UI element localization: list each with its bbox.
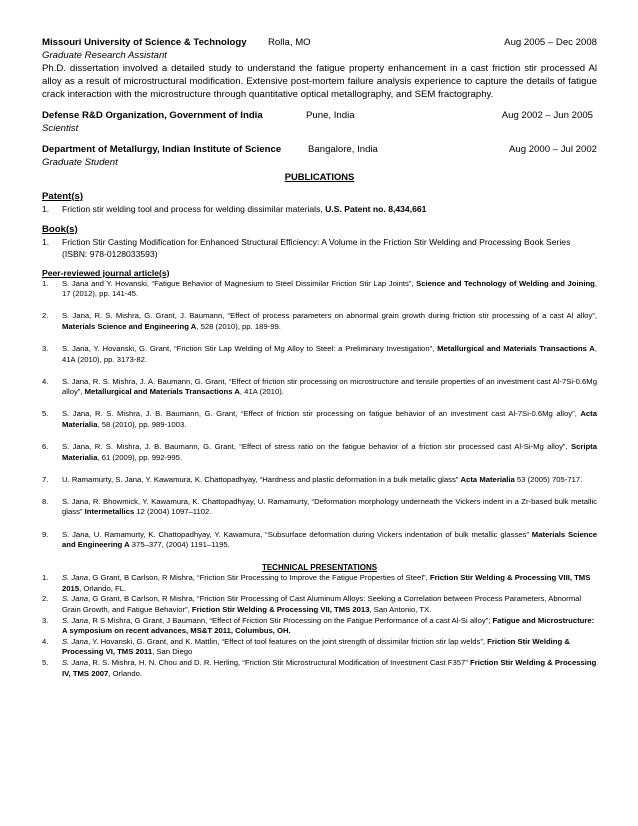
presentation-item: 3. S. Jana, R S Mishra, G Grant, J Baumann, “Effect of Friction Stir Processing on the Fatigue Performance of a cast Al-Si alloy”; Fatigue and Microstructure: A symposium on recent advances, MS&T 2011, Columbus, OH. bbox=[42, 615, 595, 636]
article-item: 9. S. Jana, U. Ramamurty, K. Chattopadhyay, Y. Kawamura, “Subsurface deformation during Vickers indentation of bulk metallic glasses” Materials Science and Engineering A 375–377, (2004) 1191–1195. bbox=[42, 529, 598, 550]
journal-name: Scripta Materialia bbox=[62, 442, 597, 462]
presentation-item: 1. S. Jana, G Grant, B Carlson, R Mishra, “Friction Stir Processing to Improve the Fatigue Properties of Steel”, Friction Stir Welding & Processing VIII, TMS 2015, Orlando, FL. bbox=[42, 573, 591, 593]
presentation-item: 4. S. Jana, Y. Hovanski, G. Grant, and K. Mattlin, “Effect of tool features on the joint strength of dissimilar friction stir lap welds”, Friction Stir Welding & Processing VI, TMS 2011, San Diego bbox=[42, 636, 570, 657]
employer-name: Defense R&D Organization, Government of India bbox=[42, 110, 263, 121]
job-title: Scientist bbox=[42, 123, 79, 134]
employment-dates: Aug 2002 – Jun 2005 bbox=[501, 110, 593, 121]
article-item: 7. U. Ramamurty, S. Jana, Y. Kawamura, K. Chattopadhyay, “Hardness and plastic deformation in a bulk metallic glass” Acta Materialia 53 (2005) 705-717. bbox=[42, 474, 583, 484]
journal-name: Acta Materialia bbox=[62, 409, 597, 429]
venue-name: Friction Stir Welding & Processing IV, TMS 2007 bbox=[62, 657, 597, 678]
venue-name: Friction Stir Welding & Processing VIII, TMS 2015 bbox=[62, 573, 591, 593]
venue-name: Friction Stir Welding & Processing VI, TMS 2011 bbox=[62, 636, 570, 657]
articles-list bbox=[42, 279, 597, 551]
journal-name: Materials Science and Engineering A bbox=[62, 321, 197, 331]
journal-name: Intermetallics bbox=[84, 507, 135, 517]
article-item: 6. S. Jana, R. S. Mishra, J. B. Baumann, G. Grant, “Effect of stress ratio on the fatigue behavior of a friction stir processed cast Al-Si-Mg alloy”, Scripta Materialia, 61 (2009), pp. 992-995. bbox=[42, 442, 597, 462]
publications-heading: PUBLICATIONS bbox=[284, 171, 355, 182]
article-item: 3. S. Jana, Y. Hovanski, G. Grant, “Friction Stir Lap Welding of Mg Alloy to Steel: a Preliminary Investigation”, Metallurgical and Materials Transactions A, 41A (2010), pp. 3173-82. bbox=[42, 343, 597, 364]
article-item: 1. S. Jana and Y. Hovanski, “Fatigue Behavior of Magnesium to Steel Dissimilar Friction Stir Lap Joints”, Science and Technology of Welding and Joining, 17 (2012), pp. 141-45. bbox=[42, 278, 597, 299]
venue-name: Friction Stir Welding & Processing VII, TMS 2013 bbox=[191, 604, 370, 614]
experience-entry-2 bbox=[42, 109, 597, 135]
presentations-list bbox=[42, 573, 597, 679]
presentations-heading: TECHNICAL PRESENTATIONS bbox=[261, 563, 378, 573]
article-item: 8. S. Jana, R. Bhowmick, Y. Kawamura, K. Chattopadhyay, U. Ramamurty, “Deformation morphology underneath the Vickers indent in a Zr-based bulk metallic glass” Intermetallics 12 (2004) 1097–1102. bbox=[42, 496, 597, 517]
article-item: 4. S. Jana, R. S. Mishra, J. A. Baumann, G. Grant, “Effect of friction stir processing on microstructure and tensile properties of an investment cast Al-7Si-0.6Mg alloy”, Metallurgical and Materials Transactions A, 41A (2010). bbox=[42, 376, 597, 397]
job-title: Graduate Research Assistant bbox=[42, 50, 167, 61]
patents-heading: Patent(s) bbox=[42, 190, 84, 202]
journal-name: Metallurgical and Materials Transactions A bbox=[437, 343, 595, 353]
list-item: 1. Friction Stir Casting Modification for Enhanced Structural Efficiency: A Volume in the Friction Stir Welding and Processing Book Series (ISBN: 978-0128033593) bbox=[42, 236, 571, 259]
resume-page bbox=[42, 36, 597, 679]
employer-name: Department of Metallurgy, Indian Institute of Science bbox=[42, 144, 282, 155]
employer-location: Rolla, MO bbox=[268, 37, 311, 48]
articles-heading: Peer-reviewed journal article(s) bbox=[42, 267, 170, 278]
employer-location: Bangalore, India bbox=[308, 144, 378, 155]
experience-entry-3 bbox=[42, 143, 597, 169]
experience-entry-1 bbox=[42, 36, 597, 101]
job-title: Graduate Student bbox=[42, 157, 118, 168]
journal-name: Metallurgical and Materials Transactions A bbox=[84, 387, 240, 397]
venue-name: Fatigue and Microstructure: A symposium on recent advances, MS&T 2011, Columbus, OH. bbox=[62, 615, 595, 636]
list-item: 1. Friction stir welding tool and process for welding dissimilar materials, U.S. Patent no. 8,434,661 bbox=[42, 203, 427, 214]
job-description: Ph.D. dissertation involved a detailed study to understand the fatigue property enhancement in a cast friction stir processed Al alloy as a result of microstructural modification. Extensive post-mortem failure analysis experience to capture the details of fatigue crack interaction with the microstructure through quantitative optical metallography, and SEM fractography. bbox=[42, 63, 597, 100]
journal-name: Materials Science and Engineering A bbox=[62, 529, 598, 550]
article-item: 2. S. Jana, R. S. Mishra, G. Grant, J. Baumann, “Effect of process parameters on abnormal grain growth during friction stir processing of a cast Al alloy”, Materials Science and Engineering A, 528 (2010), pp. 189-99. bbox=[42, 311, 597, 331]
journal-name: Science and Technology of Welding and Joining bbox=[416, 278, 595, 288]
employment-dates: Aug 2000 – Jul 2002 bbox=[508, 144, 597, 155]
employer-name: Missouri University of Science & Technology bbox=[42, 37, 247, 48]
presentation-item: 2. S. Jana, G Grant, B Carlson, R Mishra, “Friction Stir Processing of Cast Aluminum Alloys: Seeking a Correlation between Process Parameters, Abnormal Grain Growth, and Fatigue Behavior”, Friction Stir Welding & Processing VII, TMS 2013, San Antonio, TX. bbox=[42, 594, 582, 614]
article-item: 5. S. Jana, R. S. Mishra, J. B. Baumann, G. Grant, “Effect of friction stir processing on fatigue behavior of an investment cast Al-7Si-0.6Mg alloy”, Acta Materialia, 58 (2010), pp. 989-1003. bbox=[42, 409, 597, 429]
presentation-item: 5. S. Jana, R. S. Mishra, H. N. Chou and D. R. Herling, “Friction Stir Microstructural Modification of Investment Cast F357” Friction Stir Welding & Processing IV, TMS 2007, Orlando. bbox=[42, 657, 597, 678]
books-heading: Book(s) bbox=[42, 223, 78, 235]
journal-name: Acta Materialia bbox=[460, 474, 515, 484]
employment-dates: Aug 2005 – Dec 2008 bbox=[504, 37, 597, 48]
employer-location: Pune, India bbox=[306, 110, 355, 121]
